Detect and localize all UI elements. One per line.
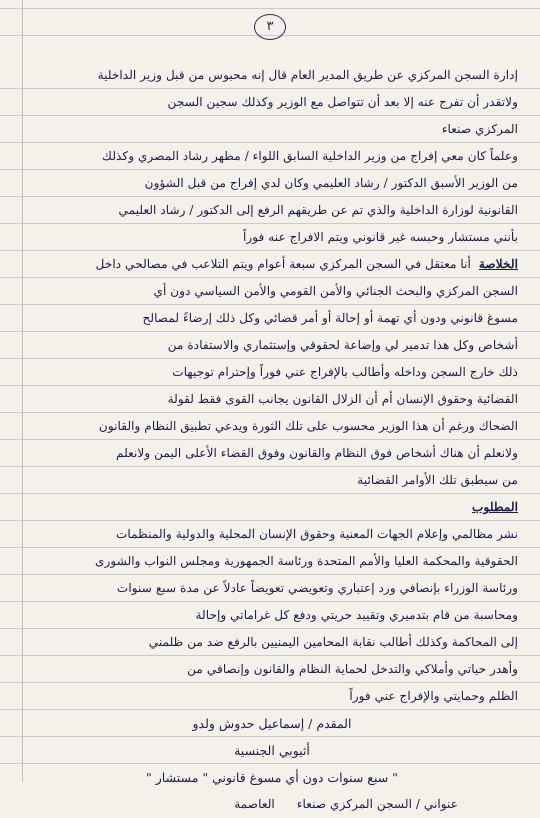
summary-line: أشخاص وكل هذا تدمير لي وإضاعة لحقوقي وإستثماري والاستفادة من	[167, 338, 518, 352]
intro-line: المركزي صنعاء	[441, 122, 518, 136]
intro-line: بأنني مستشار وحبسه غير قانوني ويتم الافراج عنه فوراً	[242, 230, 518, 244]
intro-line: وعلماً كان معي إفراج من وزير الداخلية السابق اللواء / مطهر رشاد المصري وكذلك	[102, 149, 518, 163]
address-line	[26, 791, 518, 818]
summary-line: ولانعلم أن هناك أشخاص فوق النظام والقانون وفوق القضاء الأعلى اليمن ولانعلم	[116, 446, 518, 460]
summary-line: الضحاك ورغم أن هذا الوزير محسوب على تلك الثورة ويدعي تطبيق النظام والقانون	[98, 419, 518, 433]
demands-heading-line	[26, 494, 518, 521]
intro-line: ولاتقدر أن تفرج عنه إلا بعد أن تتواصل مع الوزير وكذلك سجين السجن	[167, 95, 518, 109]
demands-line: الظلم وحمايتي والإفراج عني فوراً	[349, 689, 518, 703]
demands-line: ومحاسبة من قام بتدميري وتقييد حريتي ودفع كل غراماتي وإحالة	[195, 608, 518, 622]
address-label: عنواني / السجن المركزي صنعاء	[296, 797, 458, 811]
demands-line: نشر مظالمي وإعلام الجهات المعنية وحقوق الإنسان المحلية والدولية والمنظمات	[115, 527, 518, 541]
summary-line: السجن المركزي والبحث الجنائي والأمن القومي والأمن السياسي دون أي	[153, 284, 518, 298]
summary-label: الخلاصة	[478, 257, 518, 271]
intro-line: إدارة السجن المركزي عن طريق المدير العام قال إنه محبوس من قبل وزير الداخلية	[97, 68, 518, 82]
page-number: ٣	[254, 14, 286, 40]
signature-note: " سبع سنوات دون أي مسوغ قانوني " مستشار "	[146, 770, 398, 785]
summary-line: من سيطبق تلك الأوامر القضائية	[357, 473, 518, 487]
demands-line: وأهدر حياتي وأملاكي والتدخل لحماية النظام والقانون وإنصافي من	[187, 662, 518, 676]
demands-line: ورئاسة الوزراء بإنصافي ورد إعتباري وتعويضي تعويضاً عادلاً عن مدة سبع سنوات	[116, 581, 518, 595]
summary-line: ذلك خارج السجن وداخله وأطالب بالإفراج عني فوراً وإحترام توجيهات	[172, 365, 518, 379]
summary-line: القضائية وحقوق الإنسان أم أن الزلال القانون يجانب القوى فقط لقولة	[167, 392, 518, 406]
summary-first-line: أنا معتقل في السجن المركزي سبعة أعوام ويتم التلاعب في مصالحي داخل	[95, 257, 471, 271]
demands-line: إلى المحاكمة وكذلك أطالب نقابة المحامين اليمنيين بالرفع ضد من ظلمني	[148, 635, 518, 649]
nationality: أثيوبي الجنسية	[234, 743, 310, 758]
intro-line: من الوزير الأسبق الدكتور / رشاد العليمي وكان لدي إفراج من قبل الشؤون	[144, 176, 518, 190]
address-city: العاصمة	[234, 797, 275, 811]
summary-line: مسوغ قانوني ودون أي تهمة أو إحالة أو أمر قضائي وكل ذلك إرضاءً لمصالح	[142, 311, 518, 325]
intro-line: القانونية لوزارة الداخلية والذي تم عن طريقهم الرفع إلى الدكتور / رشاد العليمي	[118, 203, 518, 217]
letter-body	[26, 62, 518, 818]
demands-line: الحقوقية والمحكمة العليا والأمم المتحدة ورئاسة الجمهورية ومجلس النواب والشورى	[94, 554, 518, 568]
demands-label: المطلوب	[472, 500, 518, 514]
margin-line	[22, 0, 23, 782]
summary-heading-line	[26, 251, 518, 278]
presenter-name: المقدم / إسماعيل حدوش ولدو	[192, 716, 352, 731]
